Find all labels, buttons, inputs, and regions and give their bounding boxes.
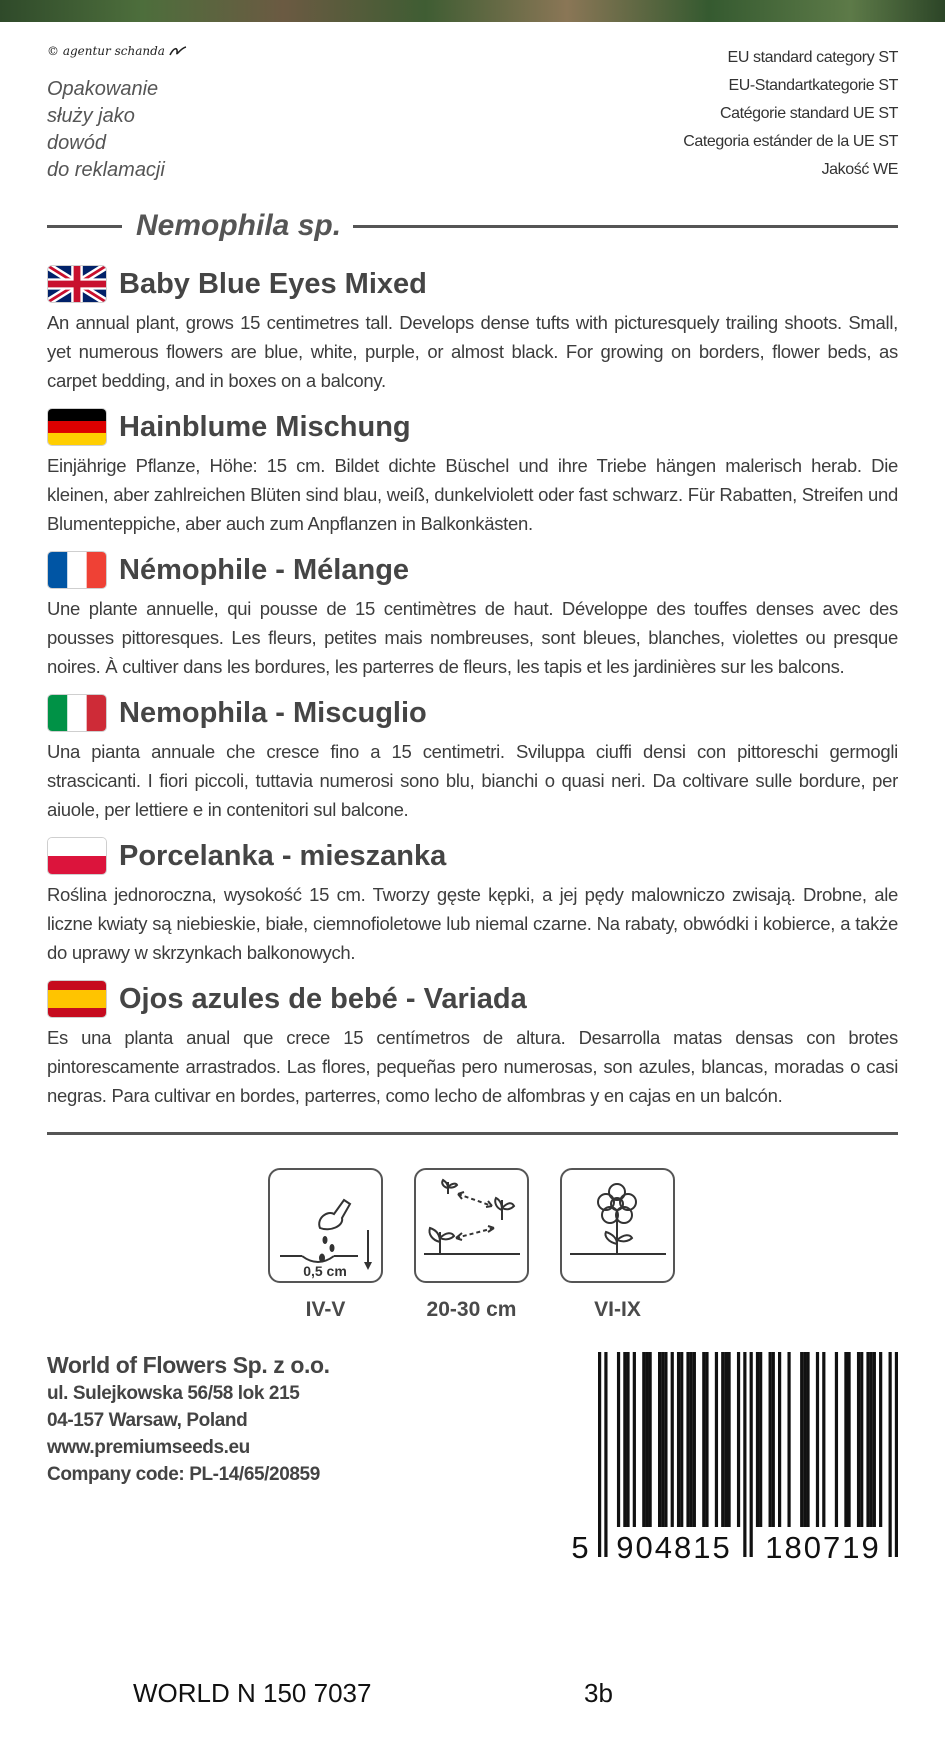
barcode-bar xyxy=(800,1352,803,1527)
barcode-bar xyxy=(677,1352,680,1527)
header-photo-strip xyxy=(0,0,945,22)
barcode-bar xyxy=(693,1352,696,1527)
uk-flag-icon xyxy=(47,265,107,303)
barcode-bar xyxy=(860,1352,863,1527)
category-line: Jakość WE xyxy=(821,161,898,178)
barcode-bar xyxy=(724,1352,727,1527)
france-flag-icon xyxy=(47,551,107,589)
barcode-bar xyxy=(671,1352,674,1527)
divider xyxy=(47,1132,898,1135)
section-title: Porcelanka - mieszanka xyxy=(119,839,447,872)
category-line: EU-Standartkategorie ST xyxy=(728,77,898,94)
description-sections xyxy=(47,262,898,1120)
copyright-notice xyxy=(47,44,187,58)
plant-spacing-label: 20-30 cm xyxy=(426,1298,517,1321)
barcode-bar xyxy=(857,1352,860,1527)
company-address-line: 04-157 Warsaw, Poland xyxy=(47,1410,248,1431)
barcode-bar xyxy=(623,1352,626,1527)
barcode-bar xyxy=(769,1352,772,1527)
barcode-bar xyxy=(617,1352,620,1527)
barcode-number xyxy=(570,1526,900,1566)
section-title: Nemophila - Miscuglio xyxy=(119,696,427,729)
complaint-note xyxy=(47,76,207,184)
barcode-bar xyxy=(806,1352,809,1527)
barcode-bar xyxy=(645,1352,648,1527)
section-french xyxy=(47,548,898,681)
complaint-line: do reklamacji xyxy=(47,159,165,181)
barcode-bar xyxy=(686,1352,689,1527)
section-text: Einjährige Pflanze, Höhe: 15 cm. Bildet dichte Büschel und ihre Triebe hängen malerisch herab. Die kleinen, aber zahlreichen Blüten sind blau, weiß, dunkelviolett oder fast schwarz. Für Rabatten, Streifen und Blumenteppiche, aber auch zum Anpflanzen in Balkonkästen. xyxy=(47,455,898,534)
barcode-left-group: 904815 xyxy=(616,1530,732,1565)
species-heading xyxy=(47,206,898,246)
category-line: Categoria estánder de la UE ST xyxy=(683,133,898,150)
barcode-bar xyxy=(702,1352,705,1527)
barcode-first-digit: 5 xyxy=(571,1530,589,1565)
barcode-bar xyxy=(816,1352,819,1527)
product-code: WORLD N 150 7037 xyxy=(133,1678,372,1708)
copyright-text: © agentur schanda xyxy=(47,44,165,58)
barcode-bar xyxy=(633,1352,636,1527)
sowing-depth-icon xyxy=(268,1168,383,1283)
sowing-depth-label: 0,5 cm xyxy=(303,1263,347,1279)
complaint-line: służy jako xyxy=(47,105,135,127)
company-name: World of Flowers Sp. z o.o. xyxy=(47,1352,330,1378)
barcode-bar xyxy=(866,1352,869,1527)
section-text: An annual plant, grows 15 centimetres tall. Develops dense tufts with picturesquely trailing shoots. Small, yet numerous flowers are blue, white, purple, or almost black. For growing on borders, flower beds, as carpet bedding, and in boxes on a balcony. xyxy=(47,312,898,391)
poland-flag-icon xyxy=(47,837,107,875)
section-english xyxy=(47,262,898,395)
category-line: Catégorie standard UE ST xyxy=(719,105,898,122)
section-title: Ojos azules de bebé - Variada xyxy=(119,982,527,1015)
complaint-line: Opakowanie xyxy=(47,78,159,100)
section-polish xyxy=(47,834,898,967)
barcode-bar xyxy=(649,1352,652,1527)
divider xyxy=(47,225,122,228)
barcode-bar xyxy=(803,1352,806,1527)
section-title: Baby Blue Eyes Mixed xyxy=(119,267,427,300)
species-name: Nemophila sp. xyxy=(136,209,342,242)
germany-flag-icon xyxy=(47,408,107,446)
category-line: EU standard category ST xyxy=(727,49,898,66)
barcode-bar xyxy=(847,1352,850,1527)
section-title: Hainblume Mischung xyxy=(119,410,411,443)
barcode-bar xyxy=(787,1352,790,1527)
section-text: Roślina jednoroczna, wysokość 15 cm. Tworzy gęste kępki, a jej pędy malowniczo zwisają. Drobne, ale liczne kwiaty są niebieskie, białe, ciemnofioletowe lub niemal czarne. Na rabaty, obwódki i kobierce, a także do uprawy w skrzynkach balkonowych. xyxy=(47,884,898,963)
barcode-bar xyxy=(661,1352,664,1527)
barcode-bar xyxy=(844,1352,847,1527)
company-website: www.premiumseeds.eu xyxy=(47,1437,250,1458)
barcode-bar xyxy=(756,1352,759,1527)
flowering-time-label: VI-IX xyxy=(594,1298,641,1321)
barcode-bar xyxy=(642,1352,645,1527)
section-text: Una pianta annuale che cresce fino a 15 centimetri. Sviluppa ciuffi densi con pittoreschi germogli strascicanti. I fiori piccoli, tuttavia numerosi sono blu, bianchi o quasi neri. Da coltivare sulle bordure, per aiuole, per lettiere e in contenitori sul balcone. xyxy=(47,741,898,820)
barcode-bar xyxy=(870,1352,873,1527)
barcode-right-group: 180719 xyxy=(765,1530,881,1565)
company-address-line: ul. Sulejkowska 56/58 lok 215 xyxy=(47,1383,300,1404)
plant-spacing-icon xyxy=(414,1168,529,1283)
barcode-bar xyxy=(626,1352,629,1527)
barcode-bar xyxy=(727,1352,730,1527)
barcode-bar xyxy=(879,1352,882,1527)
growing-icons xyxy=(268,1168,678,1328)
section-text: Es una planta anual que crece 15 centímetros de altura. Desarrolla matas densas con brotes pintorescamente arrastrados. Las flores, pequeñas pero numerosas, son azules, blancas, moradas o casi negras. Para cultivar en bordes, parterres, como lecho de alfombras y en cajas en un balcón. xyxy=(47,1027,898,1106)
barcode-bar xyxy=(737,1352,740,1527)
company-code: Company code: PL-14/65/20859 xyxy=(47,1464,320,1485)
company-info xyxy=(47,1350,467,1488)
barcode-bar xyxy=(705,1352,708,1527)
barcode-bar xyxy=(690,1352,693,1527)
variant-code: 3b xyxy=(584,1678,613,1708)
barcode-bar xyxy=(873,1352,876,1527)
barcode-bar xyxy=(822,1352,825,1527)
complaint-line: dowód xyxy=(47,132,106,154)
sowing-time-label: IV-V xyxy=(305,1298,346,1321)
barcode-bar xyxy=(772,1352,775,1527)
barcode-bar xyxy=(778,1352,781,1527)
barcode-bar xyxy=(680,1352,683,1527)
section-german xyxy=(47,405,898,538)
signature-icon xyxy=(169,45,187,57)
section-spanish xyxy=(47,977,898,1110)
divider xyxy=(353,225,898,228)
barcode-bar xyxy=(721,1352,724,1527)
section-italian xyxy=(47,691,898,824)
italy-flag-icon xyxy=(47,694,107,732)
barcode-bar xyxy=(759,1352,762,1527)
barcode-bar xyxy=(664,1352,667,1527)
barcode-bar xyxy=(715,1352,718,1527)
barcode-bar xyxy=(835,1352,838,1527)
spain-flag-icon xyxy=(47,980,107,1018)
quality-categories xyxy=(683,44,898,184)
flowering-time-icon xyxy=(560,1168,675,1283)
section-text: Une plante annuelle, qui pousse de 15 centimètres de haut. Développe des touffes denses avec des pousses pittoresques. Les fleurs, petites mais nombreuses, sont bleues, blanches, violettes ou presque noires. À cultiver dans les bordures, les parterres de fleurs, les tapis et les jardinières sur les balcons. xyxy=(47,598,898,677)
section-title: Némophile - Mélange xyxy=(119,553,410,586)
barcode-bar xyxy=(658,1352,661,1527)
